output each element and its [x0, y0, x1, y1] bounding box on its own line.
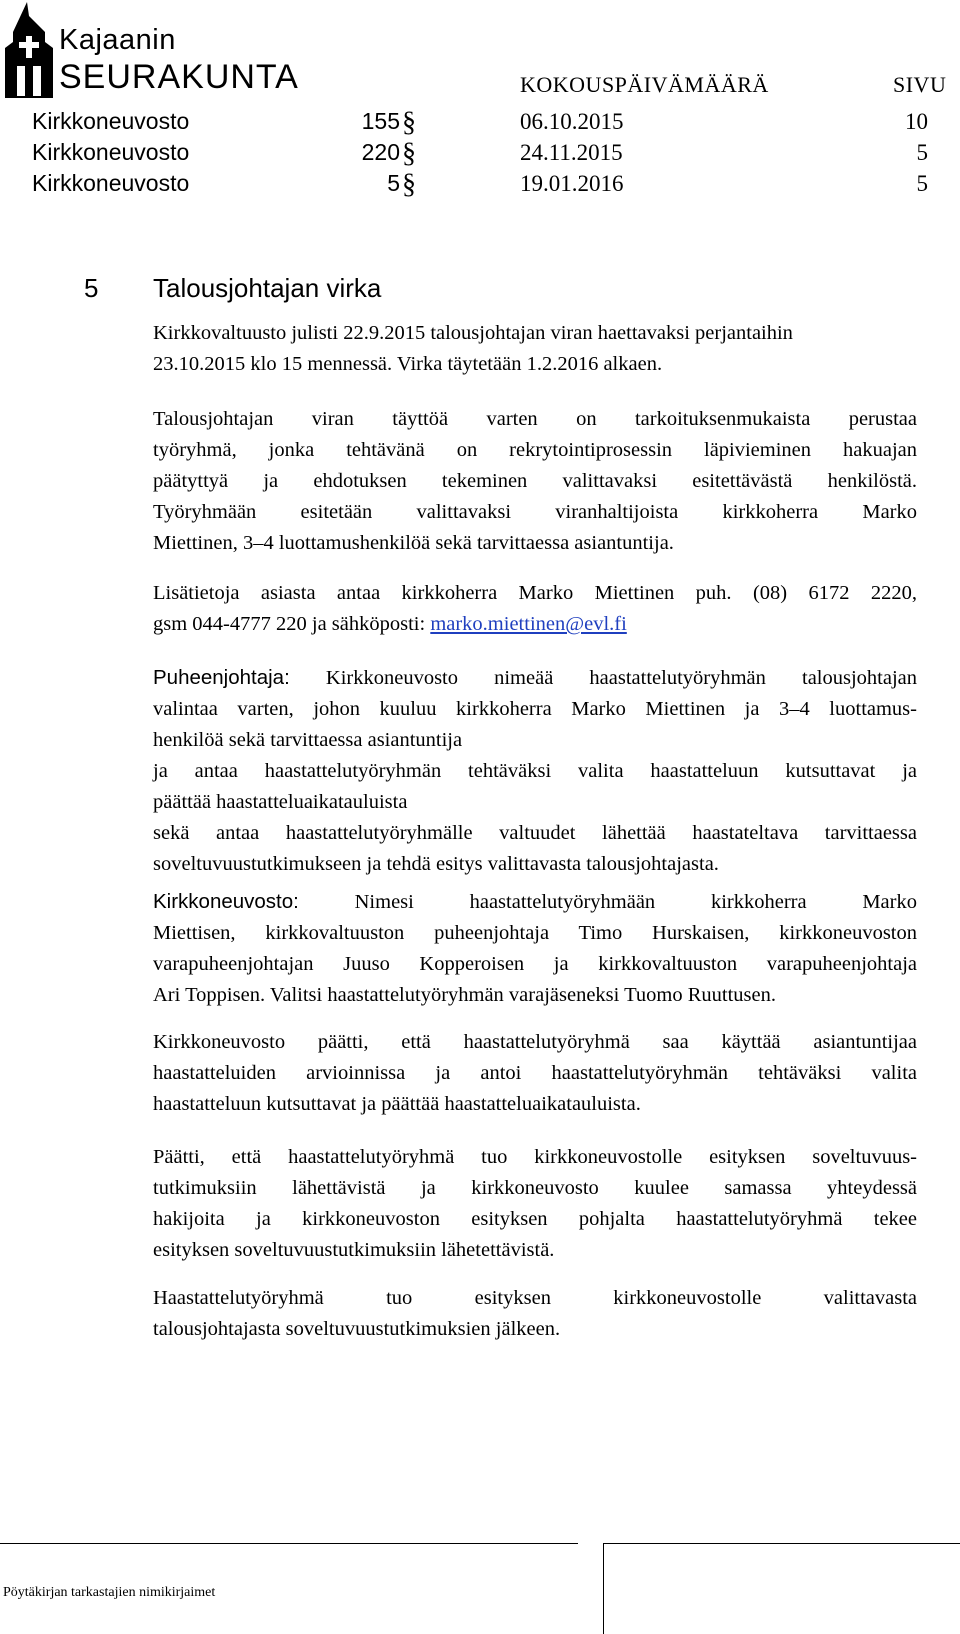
text-line: Päätti, että haastattelutyöryhmä tuo kirkkoneuvostolle esityksen soveltuvuus-	[153, 1146, 917, 1168]
text-line: päättää haastatteluaikatauluista	[153, 791, 408, 813]
paragraph-working-group	[153, 404, 917, 559]
email-link[interactable]: marko.miettinen@evl.fi	[430, 613, 627, 635]
ref-body: Kirkkoneuvosto	[32, 108, 190, 134]
text-line: Kirkkovaltuusto julisti 22.9.2015 talousjohtajan viran haettavaksi perjantaihin	[153, 322, 793, 344]
footer-divider	[603, 1543, 604, 1634]
text-fragment: gsm 044-4777 220 ja sähköposti:	[153, 613, 431, 635]
text-line: Miettinen, 3–4 luottamushenkilöä sekä tarvittaessa asiantuntija.	[153, 532, 674, 554]
text-line: Ari Toppisen. Valitsi haastattelutyöryhmän varajäseneksi Tuomo Ruuttusen.	[153, 984, 776, 1006]
text-line: Miettisen, kirkkovaltuuston puheenjohtaja Timo Hurskaisen, kirkkoneuvoston	[153, 922, 917, 944]
text-line: henkilöä sekä tarvittaessa asiantuntija	[153, 729, 463, 751]
text-line: Lisätietoja asiasta antaa kirkkoherra Marko Miettinen puh. (08) 6172 2220,	[153, 582, 917, 604]
section-sign: §	[402, 138, 416, 169]
footer-rule-right	[603, 1543, 960, 1544]
logo-text-kajaanin: Kajaanin	[59, 24, 176, 56]
speaker-label-chair: Puheenjohtaja:	[153, 666, 290, 689]
text-line: talousjohtajasta soveltuvuustutkimuksien jälkeen.	[153, 1318, 561, 1340]
paragraph-expert-decision	[153, 1027, 917, 1120]
ref-date: 24.11.2015	[520, 140, 623, 165]
reference-row	[0, 139, 960, 171]
text-line: Työryhmään esitetään valittavaksi viranhaltijoista kirkkoherra Marko	[153, 501, 917, 523]
text-line: haastatteluiden arvioinnissa ja antoi haastattelutyöryhmän tehtäväksi valita	[153, 1062, 917, 1084]
ref-date: 19.01.2016	[520, 171, 624, 196]
paragraph-contact	[153, 578, 917, 640]
meeting-date-column-header: KOKOUSPÄIVÄMÄÄRÄ	[520, 72, 769, 97]
text-line	[153, 662, 917, 694]
section-number: 5	[84, 273, 99, 303]
ref-number: 5	[387, 170, 400, 196]
text-line: esityksen soveltuvuustutkimuksiin lähetettävistä.	[153, 1239, 555, 1261]
text-line: valintaa varten, johon kuuluu kirkkoherra Marko Miettinen ja 3–4 luottamus-	[153, 698, 917, 720]
text-line: soveltuvuustutkimukseen ja tehdä esitys valittavasta talousjohtajasta.	[153, 853, 719, 875]
ref-page: 10	[905, 109, 928, 134]
ref-page: 5	[916, 171, 928, 196]
footer-rule-left	[0, 1543, 578, 1544]
ref-number: 220	[361, 139, 400, 165]
text-line	[153, 886, 917, 918]
church-tower-icon	[5, 2, 57, 98]
text-line: haastatteluun kutsuttavat ja päättää haastatteluaikatauluista.	[153, 1093, 641, 1115]
paragraph-board-decision	[153, 886, 917, 1011]
paragraph-final-proposal	[153, 1283, 917, 1345]
footer-initials-label: Pöytäkirjan tarkastajien nimikirjaimet	[3, 1585, 216, 1600]
ref-number: 155	[361, 108, 400, 134]
page-column-header: SIVU	[893, 72, 947, 97]
text-line: varapuheenjohtajan Juuso Kopperoisen ja kirkkovaltuuston varapuheenjohtaja	[153, 953, 917, 975]
church-logo	[5, 2, 335, 100]
reference-row	[0, 170, 960, 202]
paragraph-announcement	[153, 318, 917, 380]
text-line: työryhmä, jonka tehtävänä on rekrytointiprosessin läpivieminen hakuajan	[153, 439, 917, 461]
ref-body: Kirkkoneuvosto	[32, 170, 190, 196]
paragraph-assessment-decision	[153, 1142, 917, 1266]
section-title: Talousjohtajan virka	[153, 273, 382, 303]
text-line: ja antaa haastattelutyöryhmän tehtäväksi valita haastatteluun kutsuttavat ja	[153, 760, 917, 782]
ref-date: 06.10.2015	[520, 109, 624, 134]
text-line: Haastattelutyöryhmä tuo esityksen kirkkoneuvostolle valittavasta	[153, 1287, 917, 1309]
text-line: päätyttyä ja ehdotuksen tekeminen valittavaksi esitettävästä henkilöstä.	[153, 470, 917, 492]
logo-text-seurakunta: SEURAKUNTA	[59, 58, 299, 96]
text-fragment: Kirkkoneuvosto nimeää haastattelutyöryhmän talousjohtajan	[289, 667, 917, 689]
text-line: 23.10.2015 klo 15 mennessä. Virka täytetään 1.2.2016 alkaen.	[153, 353, 663, 375]
section-sign: §	[402, 107, 416, 138]
ref-page: 5	[916, 140, 928, 165]
text-line: Kirkkoneuvosto päätti, että haastattelutyöryhmä saa käyttää asiantuntijaa	[153, 1031, 917, 1053]
ref-body: Kirkkoneuvosto	[32, 139, 190, 165]
text-line: hakijoita ja kirkkoneuvoston esityksen pohjalta haastattelutyöryhmä tekee	[153, 1208, 917, 1230]
text-line: sekä antaa haastattelutyöryhmälle valtuudet lähettää haastateltava tarvittaessa	[153, 822, 917, 844]
reference-row	[0, 108, 960, 140]
text-line	[153, 609, 917, 640]
speaker-label-board: Kirkkoneuvosto:	[153, 890, 299, 913]
text-fragment: Nimesi haastattelutyöryhmään kirkkoherra Marko	[354, 891, 917, 913]
text-line: Talousjohtajan viran täyttöä varten on tarkoituksenmukaista perustaa	[153, 408, 917, 430]
text-line: tutkimuksiin lähettävistä ja kirkkoneuvosto kuulee samassa yhteydessä	[153, 1177, 917, 1199]
paragraph-chair-proposal	[153, 662, 917, 880]
section-sign: §	[402, 169, 416, 200]
